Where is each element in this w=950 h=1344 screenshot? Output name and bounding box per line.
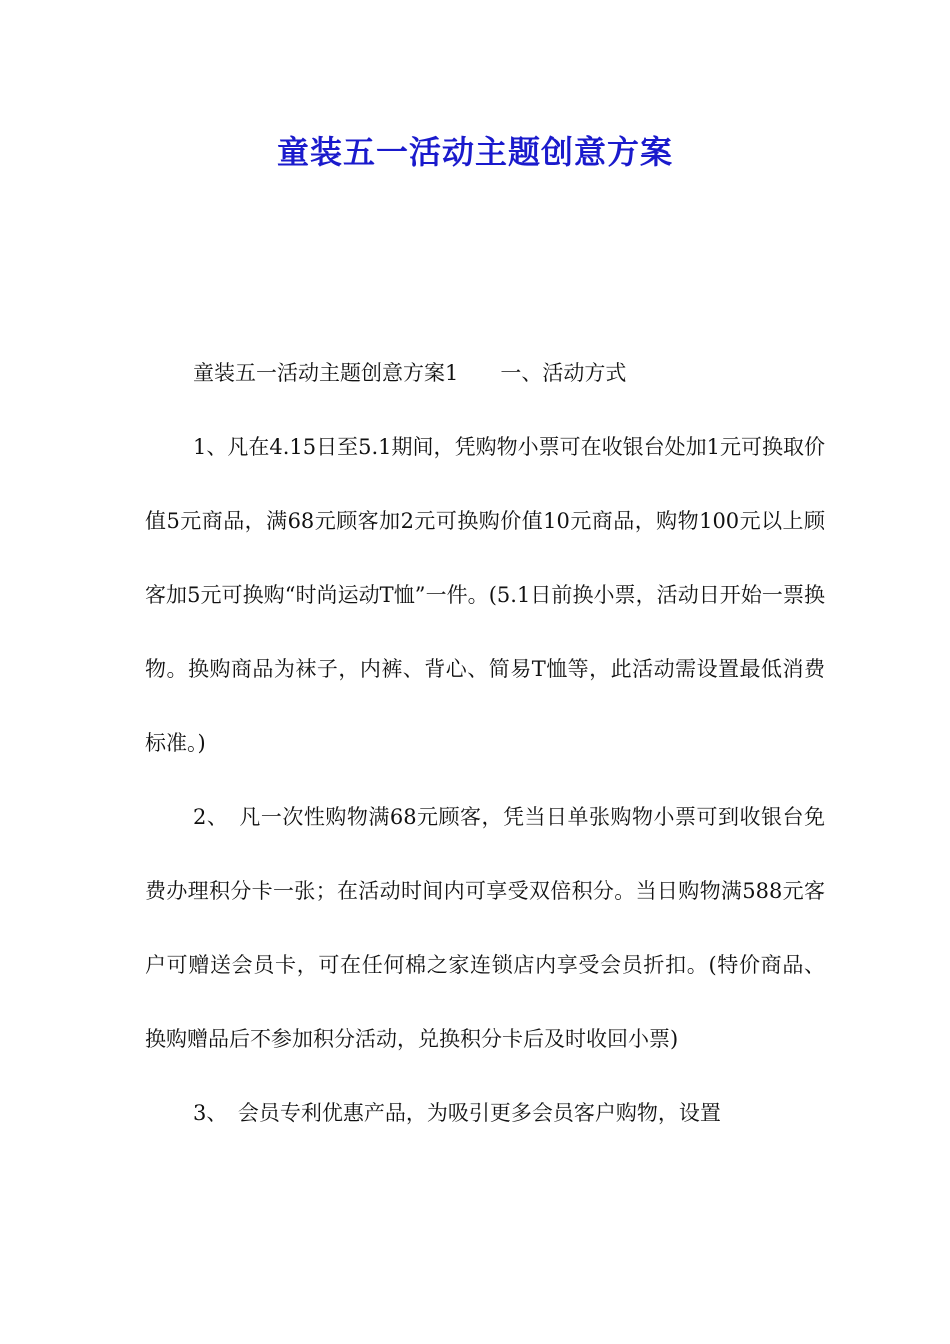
document-body <box>145 336 825 1150</box>
paragraph-heading: 童装五一活动主题创意方案1 一、活动方式 <box>193 361 627 385</box>
paragraph-3: 3、 会员专利优惠产品，为吸引更多会员客户购物，设置 <box>193 1101 721 1125</box>
paragraph-2: 2、 凡一次性购物满68元顾客，凭当日单张购物小票可到收银台免费办理积分卡一张；在活动时间内可享受双倍积分。当日购物满588元客户可赠送会员卡，可在任何棉之家连锁店内享受会员折扣。(特价商品、换购赠品后不参加积分活动，兑换积分卡后及时收回小票) <box>145 805 825 1051</box>
paragraph-1: 1、凡在4.15日至5.1期间，凭购物小票可在收银台处加1元可换取价值5元商品，满68元顾客加2元可换购价值10元商品，购物100元以上顾客加5元可换购“时尚运动T恤”一件。(5.1日前换小票，活动日开始一票换物。换购商品为袜子，内裤、背心、简易T恤等，此活动需设置最低消费标准。) <box>145 435 825 755</box>
document-title: 童装五一活动主题创意方案 <box>276 133 673 171</box>
